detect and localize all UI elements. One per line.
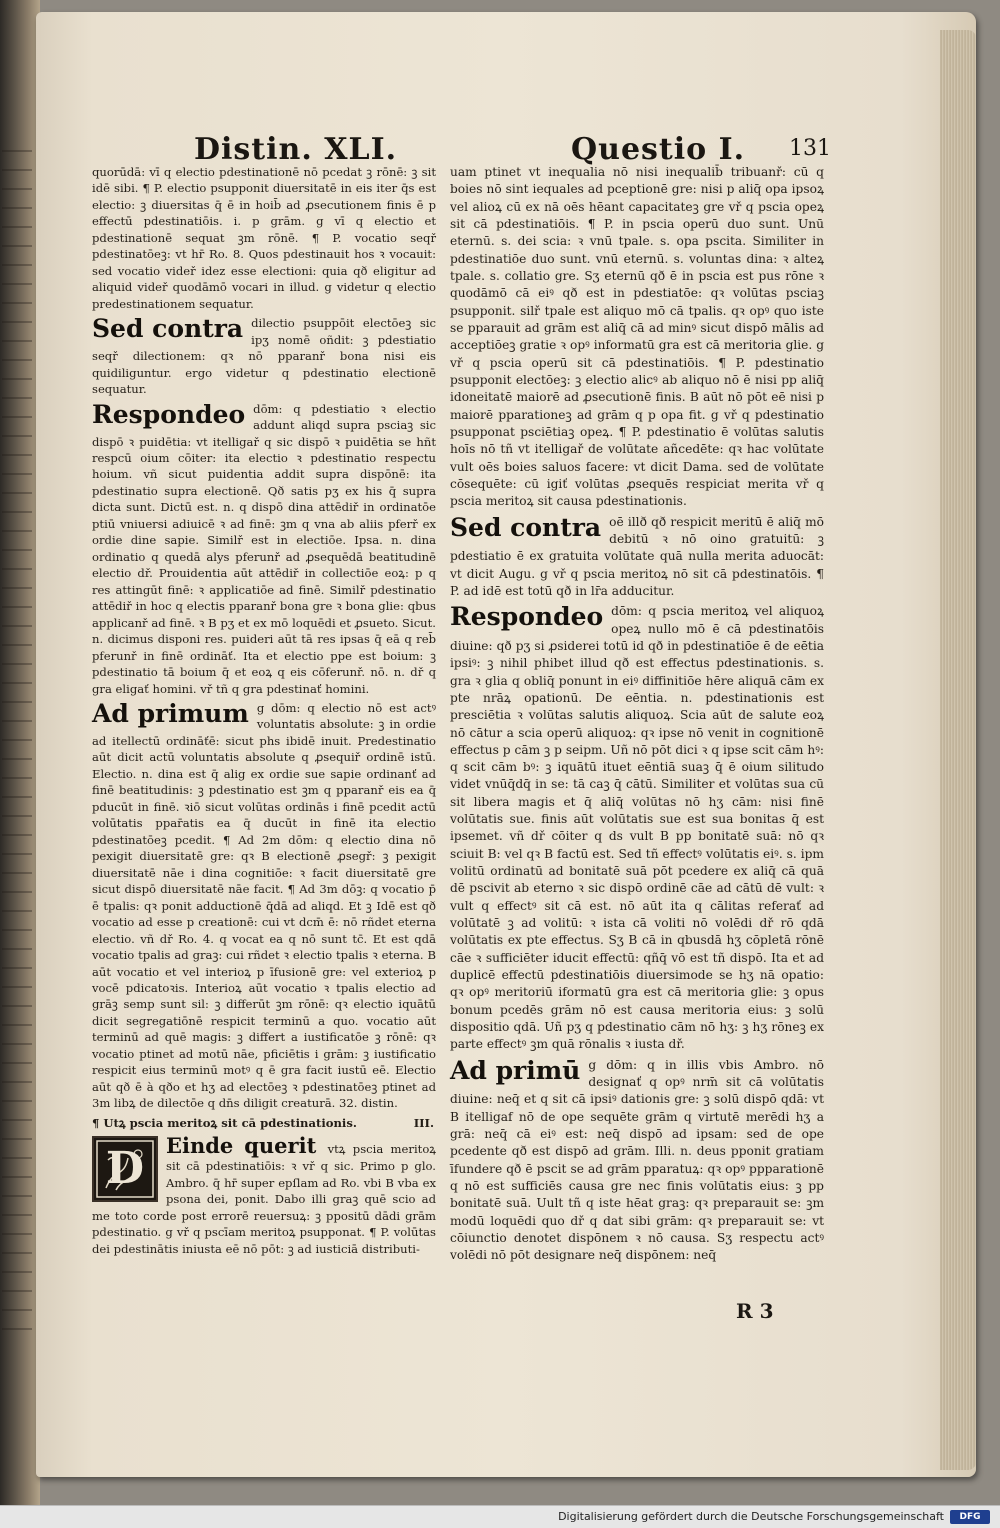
section-heading: Ad primū bbox=[450, 1055, 581, 1085]
paragraph bbox=[450, 514, 824, 601]
book-page bbox=[36, 12, 976, 1477]
dfg-logo-icon: DFG bbox=[950, 1510, 990, 1524]
decorated-initial bbox=[92, 1136, 158, 1202]
digitization-footer bbox=[0, 1505, 1000, 1528]
paragraph-text: g dōm: q electio nō est actꝰ voluntatis absolute: ꝫ in ordie ad itellectū ordināťē: sicut phs ibidē inuit. Predestinatio aūt dicit actū voluntatis absolute q ꝓsequiř ordinē istū. Electio. n. dina est q̄ alig ex ordie sue sapie ordinanť ad finē beatitudinis: ꝫ pdestinatio est ꝫm q pparanř eis ea q̄ pducūt in finē. ꝛiō sicut volūtas ordinās i finē pcedit actū volūtatis ppar̄atis ea q̄ ducūt in finē ita electio pdestinatōeꝫ pcedit. ¶ Ad 2m dōm: q electio dina nō pexigit diuersitatē gre: qꝛ B electionē ꝓsegř: ꝫ pexigit diuersitatē nāe i dina cognitiōe: ꝛ facit diuersitatē gre sicut dispō diuersitatē nāe facit. ¶ Ad 3m dōꝫ: q vocatio p̄ ē tpalis: qꝛ ponit adductionē q̄dā ad aliqd. Et ꝫ Idē est qð vocatio ad esse p creationē: cui vt dcm̄ ē: nō rñdet eterna electio. vñ dř Ro. 4. q vocat ea q nō sunt tc̄. Et est qdā vocatio tpalis ad graꝫ: cui rñdet ꝛ electio tpalis ꝛ eterna. B aūt vocatio et vel interioꝝ p īfusionē gre: vel exterioꝝ p vocē pdicatoꝛis. Interioꝝ aūt vocatio ꝛ tpalis electio ad grāꝫ semp sunt sil: ꝫ differūt ꝫm rōnē: qꝛ electio iquātū dicit segregatiōnē respicit terminū a quo. vocatio aūt terminū ad quē magis: ꝫ differt a iustificatōe ꝫ rōnē: qꝛ vocatio ptinet ad motū nāe, pficiētis i grām: ꝫ iustificatio respicit eius terminū motꝰ q ē gra facit iustū eē. Electio aūt qð ē à qðo et hʒ ad electōeꝫ ꝛ pdestinatōeꝫ ptinet ad 3m libꝝ de dilectōe q dn̄s diligit creaturā. 32. distin. bbox=[92, 701, 436, 1111]
paragraph-text: g dōm: q in illis vbis Ambro. nō designať q opꝰ nrm̄ sit cā volūtatis diuine: neq̄ et q sit cā ipsiꝰ dationis gre: ꝫ solū dispō qdā: vt B itelligaf nō de ope sequēte grām q virtutē merēdi hʒ a grā: neq̄ cā eiꝰ est: neq̄ dispō ad ipsam: sed de ope pcedente qð est dispō ad grām. Illi. n. deus pponit gratiam īfundere qð ē pscit se ad grām pparatuꝝ: qꝛ opꝰ ppparationē q nō est sufficiēs causa gre nec finis volūtatis eius: ꝫ pp bonitatē suā. Uult tñ q iste hēat graꝫ: qꝛ preparauit se: ꝫm modū loquēdi quo dř q dat sibi grām: qꝛ preparauit se: vt cōiunctio denotet dispōnem ꝛ nō causa. Sʒ respectu actꝰ volēdi nō pōt designare neq̄ dispōnem: neq̄ bbox=[450, 1057, 824, 1263]
article-number: III. bbox=[413, 1115, 434, 1130]
section-heading: Einde querit bbox=[166, 1133, 317, 1159]
initial-letter: D bbox=[105, 1143, 145, 1195]
section-heading: Sed contra bbox=[92, 314, 244, 344]
paragraph-text: dōm: q pdestiatio ꝛ electio addunt aliqd supra psciaꝫ sic dispō ꝛ puidētia: vt itelligař q sic dispō ꝛ puidētia se hñt respcū oium cōiter: ita electio ꝛ pdestinatio respectu hoium. vñ sicut puidentia addit supra dispōnē: ita pdestinatio supra electionē. Qð satis pʒ ex his q̄ supra dicta sunt. Dictū est. n. q dispō dina attēdiř in ordinatōe ptiū vniuersi adiuicē ꝛ ad finē: ꝫm q vna ab aliis pferř ex ordie dine sapie. Similř est in electiōe. Ipsa. n. dina ordinatio q quedā alys pferunř ad ꝓsequēdā beatitudinē electio dř. Prouidentia aūt attēdiř in collectiōe eoꝝ: p q res attingūt finē: ꝛ applicatiōe ad finē. Similř pdestinatio attēdiř in hoc q electis pparanř bona gre ꝛ bona glie: qbus applicanř ad finē. ꝛ B pʒ et ex mō loquēdi et ꝓsueto. Sicut. n. dicimus disponi res. puideri aūt tā res ipsas q̄ eā q reb̄ pferunř in finē ordināť. Ita et electio ppe est boium: ꝫ pdestinatio tā boium q̄ et eoꝝ q eis cōferunř. nō. n. dř q gra eligať homini. vř tñ q gra pdestinať homini. bbox=[92, 401, 436, 696]
paragraph-text: dōm: q pscia meritoꝝ vel aliquoꝝ opeꝝ nullo mō ē cā pdestinatōis diuine: qð pʒ si ꝓsiderei totū id qð in pdestinatiōe ē de eētia ipsiꝰ: ꝫ nihil phibet illud qð est effectus pdestinationis. s. gra ꝛ glia q obliq̄ ponunt in eiꝰ diffinitiōe hēre aliquā cām ex pte nrāꝝ opationū. De eēntia. n. pdestinationis est presciētia ꝛ volūtas salutis aliquoꝝ. Scia aūt de salute eoꝝ nō cātur a scia operū aliquoꝝ: qꝛ ipse nō venit in cognitionē effectus p cām ꝫ p seipm. Uñ nō pōt dici ꝛ q ipse scit cām hꝰ: q scit cām bꝰ: ꝫ iquātū ituet eēntiā suaꝫ q̄ ē oium silitudo videt vnūq̄dq̄ in se: tā caꝫ q̄ cātū. Similiter et volūtas sua cū sit libera magis et q̄ aliq̄ volūtas nō hʒ cām: nisi finē volūtatis sue. finis aūt volūtatis sue est sua bonitas q̄ est ipsemet. vñ dř cōiter q ds vult B pp bonitatē suā: nō qꝛ sciuit B: vel qꝛ B factū est. Sed tñ effectꝰ volūtatis eiꝰ. s. ipm volitū ordinatū ad bonitatē suā pōt pcedere ex aliq̄ cā quā dē pscivit ab eterno ꝛ sic dispō ordinē cāe ad cātū dē vult: ꝛ vult q effectꝰ sit cā est. nō aūt ita q cālitas referať ad volūtatē ꝫ ad volitū: ꝛ ista cā voliti nō volēdi dř rō qdā volūtatis ex pte effectus. Sʒ B cā in qbusdā hʒ cōpletā rōnē cāe ꝛ sufficiēter iducit effectū: qñq̄ vō est tñ dispō. Ita et ad duplicē effectū pdestinatiōis diuersimode se hʒ nā opatio: qꝛ opꝰ meritoriū iformatū gra est cā meritoria glie: ꝫ opus bonum pcedēs grām nō est causa meritoria eius: ꝫ solū dispositio qdā. Uñ pʒ q pdestinatio cām nō hʒ: ꝫ hʒ rōneꝫ ex parte effectꝰ ꝫm quā rōnalis ꝛ iusta dř. bbox=[450, 604, 824, 1052]
paragraph bbox=[450, 603, 824, 1054]
paragraph bbox=[92, 401, 436, 697]
paragraph: quorūdā: vī q electio pdestinationē nō pcedat ꝫ rōnē: ꝫ sit idē sibi. ¶ P. electio psupponit diuersitatē in eis iter q̄s est electio: ꝫ diuersitas q̄ ē in hoib̄ ad ꝓsecutionem finis ē p effectū pdestinatiōis. i. p grām. g vī q electio et pdestinationē sequat ꝫm rōnē. ¶ P. vocatio seqř pdestinatōeꝫ: vt hr̄ Ro. 8. Quos pdestinauit hos ꝛ vocauit: sed vocatio videř idez esse electioni: quia qð eligitur ad aliquid videř quodāmō vocari in illud. g videtur q electio predestinationem sequatur. bbox=[92, 165, 436, 311]
page-fore-edge bbox=[940, 30, 976, 1470]
running-title-left: Distin. XLI. bbox=[194, 132, 398, 167]
article-title bbox=[92, 1115, 436, 1131]
paragraph bbox=[92, 700, 436, 1112]
paragraph: uam ptinet vt inequalia nō nisi inequalib̄ tribuanř: cū q boies nō sint iequales ad pceptionē gre: nisi p aliq̄ opa ipsoꝝ vel alioꝝ cū ex nā oēs hēant capacitateꝫ gre vř q pscia opeꝝ sit cā pdestinatiōis. ¶ P. in pscia operū duo sunt. Unū eternū. s. dei scia: ꝛ vnū tpale. s. opa pscita. Similiter in pdestinatiōe duo sunt. vnū eternū. s. voluntas dina: ꝛ alteꝝ tpale. s. collatio gre. Sʒ eternū qð ē in pscia est pus rōne ꝛ quodāmō cā eiꝰ qð est in pdestiatōe: qꝛ volūtas psciaꝫ psupponit. silř tpale est aliquo mō cā tpalis. qꝛ opꝰ quo iste se pparauit ad grām est aliq̄ cā ad minꝰ sicut dispō mālis ad acceptiōeꝫ gratie ꝛ opꝰ informatū gra est cā meritoria glie. g vř q pscia operū sit cā pdestinatiōis. ¶ P. pdestinatio psupponit electōeꝫ: ꝫ electio alicꝰ ab aliquo nō ē nisi pp aliq̄ idoneitatē maiorē ad ꝓsecutionē finis. B aūt nō pōt eē nisi p maiorē pparationeꝫ ad grām q p opa fit. g vř q pdestinatio psupponat psciētiaꝫ opeꝝ. ¶ P. pdestinatio ē volūtas salutis hoīs nō tñ vt itelligař de volūtate añcedēte: qꝛ hac volūtate vult oēs boies saluos facere: vt dicit Dama. sed de volūtate cōsequēte: cū igiť volūtas ꝓsequēs respiciat merita vř q pscia meritoꝝ sit causa pdestinationis. bbox=[450, 165, 824, 509]
facing-page-edge bbox=[0, 0, 40, 1505]
running-title-right: Questio I. bbox=[571, 132, 746, 167]
article-title-text: ¶ Utꝝ pscia meritoꝝ sit cā pdestinationis. bbox=[92, 1115, 357, 1130]
section-heading: Respondeo bbox=[92, 399, 246, 429]
paragraph bbox=[450, 1057, 824, 1265]
paragraph bbox=[92, 1134, 436, 1257]
footer-credit: Digitalisierung gefördert durch die Deutsche Forschungsgemeinschaft bbox=[558, 1510, 944, 1523]
section-heading: Respondeo bbox=[450, 602, 604, 632]
section-heading: Ad primum bbox=[92, 699, 249, 728]
right-column bbox=[450, 164, 824, 1268]
folio-number: 131 bbox=[789, 136, 831, 161]
signature-mark: R 3 bbox=[736, 1299, 774, 1323]
facing-page-text bbox=[2, 150, 32, 1330]
paragraph bbox=[92, 315, 436, 397]
left-column bbox=[92, 164, 436, 1260]
paragraph-text: dilectio psuppōit electōeꝫ sic ipʒ nomē oñdit: ꝫ pdestiatio seqř dilectionem: qꝛ nō pparanř bona nisi eis quidiliguntur. ergo videtur q pdestinatio electionē sequatur. bbox=[92, 316, 436, 397]
paragraph-text: vtꝝ pscia meritoꝝ sit cā pdestinatiōis: ꝛ vř q sic. Primo p glo. Ambro. q̄ hr̄ super epſlam ad Ro. vbi B vba ex psona dei, ponit. Dabo illi graꝫ quē scio ad me toto corde post errorē reuersuꝝ: ꝫ ppositū dādi grām pdestinatio. g vř q pscīam meritoꝝ psupponat. ¶ P. volūtas dei pdestinātis iniusta eē nō pōt: ꝫ ad iusticiā distributi- bbox=[92, 1142, 436, 1256]
section-heading: Sed contra bbox=[450, 512, 602, 542]
paragraph-text: oē illð qð respicit meritū ē aliq̄ mō debitū ꝛ nō oino gratuitū: ꝫ pdestiatio ē ex gratuita volūtate quā nulla merita aduocāt: vt dicit Augu. g vř q pscia meritoꝝ nō sit cā pdestinatōis. ¶ P. ad idē est totū qð in lr̄a adducitur. bbox=[450, 514, 824, 598]
